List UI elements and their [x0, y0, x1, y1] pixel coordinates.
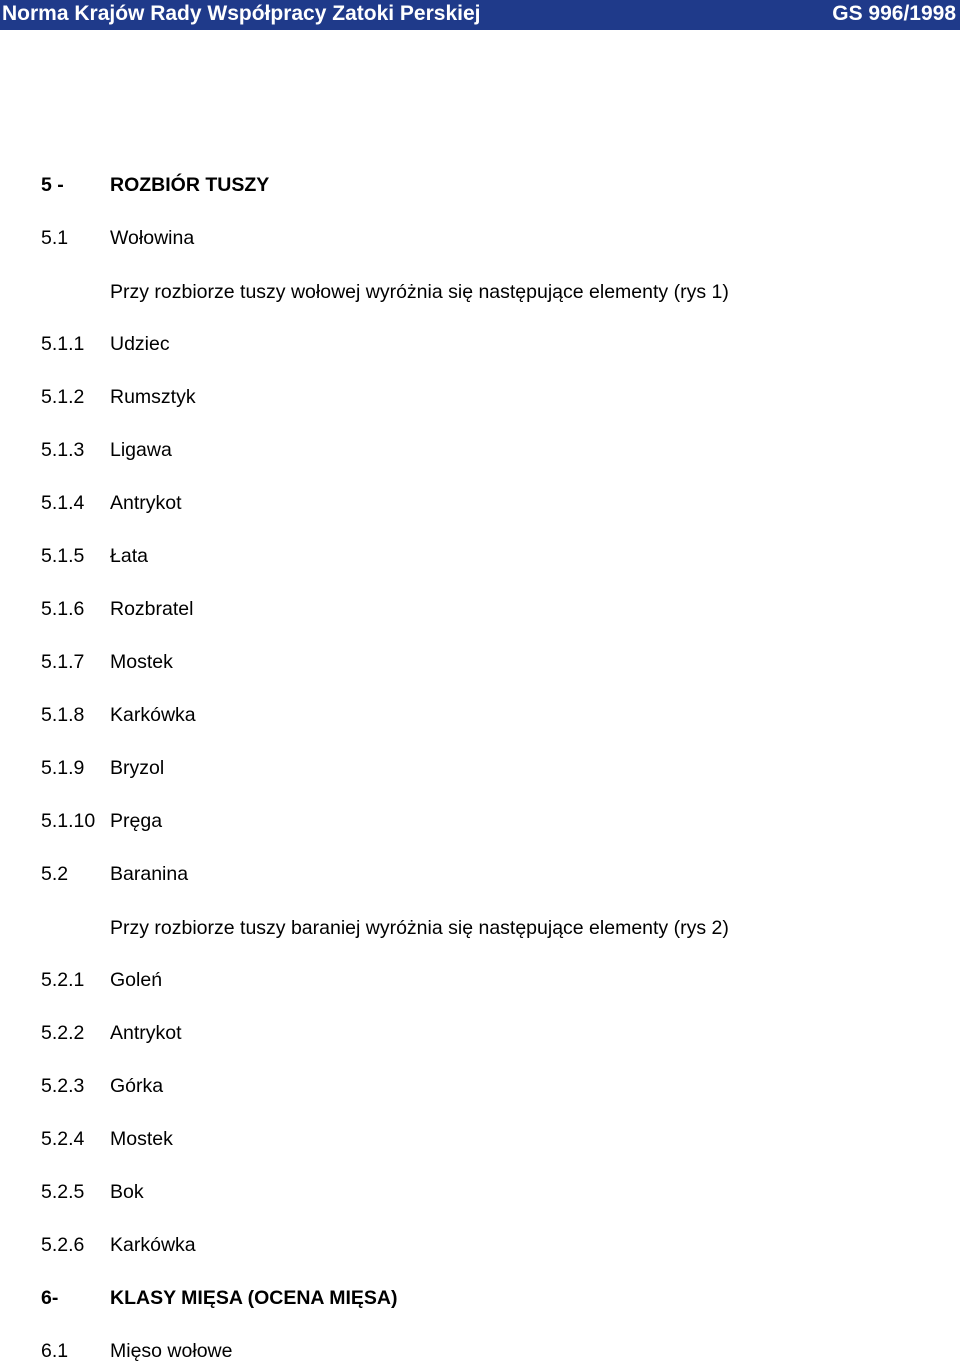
list-item [0, 436, 960, 464]
list-item [0, 489, 960, 517]
document-header [0, 0, 960, 30]
standard-code: GS 996/1998 [832, 2, 956, 25]
item-name: Karkówka [110, 1234, 196, 1256]
item-name: Goleń [110, 969, 163, 991]
item-number: 5.1.10 [41, 810, 96, 832]
list-item [0, 595, 960, 623]
subsection-number: 6.1 [41, 1340, 69, 1362]
item-number: 5.1.9 [41, 757, 85, 779]
list-item [0, 1231, 960, 1259]
section-title: ROZBIÓR TUSZY [110, 174, 270, 196]
list-item [0, 330, 960, 358]
subsection-title: Baranina [110, 863, 189, 885]
subsection-title: Wołowina [110, 227, 195, 249]
list-item [0, 966, 960, 994]
list-item [0, 1178, 960, 1206]
list-item [0, 1019, 960, 1047]
list-item [0, 807, 960, 835]
intro-text: Przy rozbiorze tuszy wołowej wyróżnia się następujące elementy (rys 1) [110, 281, 729, 303]
subsection-number: 5.1 [41, 227, 69, 249]
mutton-intro-paragraph [0, 914, 960, 942]
list-item [0, 383, 960, 411]
item-number: 5.1.5 [41, 545, 85, 567]
item-name: Rozbratel [110, 598, 194, 620]
item-number: 5.1.6 [41, 598, 85, 620]
subsection-heading-5-1 [0, 224, 960, 252]
subsection-number: 5.2 [41, 863, 69, 885]
beef-intro-paragraph [0, 278, 960, 306]
section-heading-6 [0, 1284, 960, 1312]
intro-text: Przy rozbiorze tuszy baraniej wyróżnia się następujące elementy (rys 2) [110, 917, 729, 939]
item-number: 5.1.1 [41, 333, 85, 355]
section-number: 5 - [41, 174, 64, 196]
item-number: 5.1.7 [41, 651, 85, 673]
section-title: KLASY MIĘSA (OCENA MIĘSA) [110, 1287, 398, 1309]
item-number: 5.2.6 [41, 1234, 85, 1256]
item-number: 5.1.3 [41, 439, 85, 461]
section-number: 6- [41, 1287, 59, 1309]
list-item [0, 701, 960, 729]
item-number: 5.1.4 [41, 492, 85, 514]
item-name: Rumsztyk [110, 386, 196, 408]
header-title: Norma Krajów Rady Współpracy Zatoki Perskiej [2, 2, 481, 25]
list-item [0, 648, 960, 676]
item-name: Bryzol [110, 757, 165, 779]
subsection-title: Mięso wołowe [110, 1340, 233, 1362]
section-heading-5 [0, 171, 960, 199]
item-number: 5.2.2 [41, 1022, 85, 1044]
item-name: Karkówka [110, 704, 196, 726]
item-number: 5.2.1 [41, 969, 85, 991]
item-name: Bok [110, 1181, 144, 1203]
item-name: Górka [110, 1075, 164, 1097]
item-name: Łata [110, 545, 148, 567]
item-name: Antrykot [110, 1022, 182, 1044]
item-number: 5.2.4 [41, 1128, 85, 1150]
item-number: 5.2.5 [41, 1181, 85, 1203]
list-item [0, 1072, 960, 1100]
item-number: 5.1.8 [41, 704, 85, 726]
list-item [0, 754, 960, 782]
item-name: Ligawa [110, 439, 172, 461]
subsection-heading-6-1 [0, 1337, 960, 1365]
item-name: Mostek [110, 651, 173, 673]
item-name: Antrykot [110, 492, 182, 514]
item-number: 5.1.2 [41, 386, 85, 408]
item-name: Udziec [110, 333, 170, 355]
item-name: Mostek [110, 1128, 173, 1150]
list-item [0, 542, 960, 570]
list-item [0, 1125, 960, 1153]
subsection-heading-5-2 [0, 860, 960, 888]
item-name: Pręga [110, 810, 163, 832]
item-number: 5.2.3 [41, 1075, 85, 1097]
